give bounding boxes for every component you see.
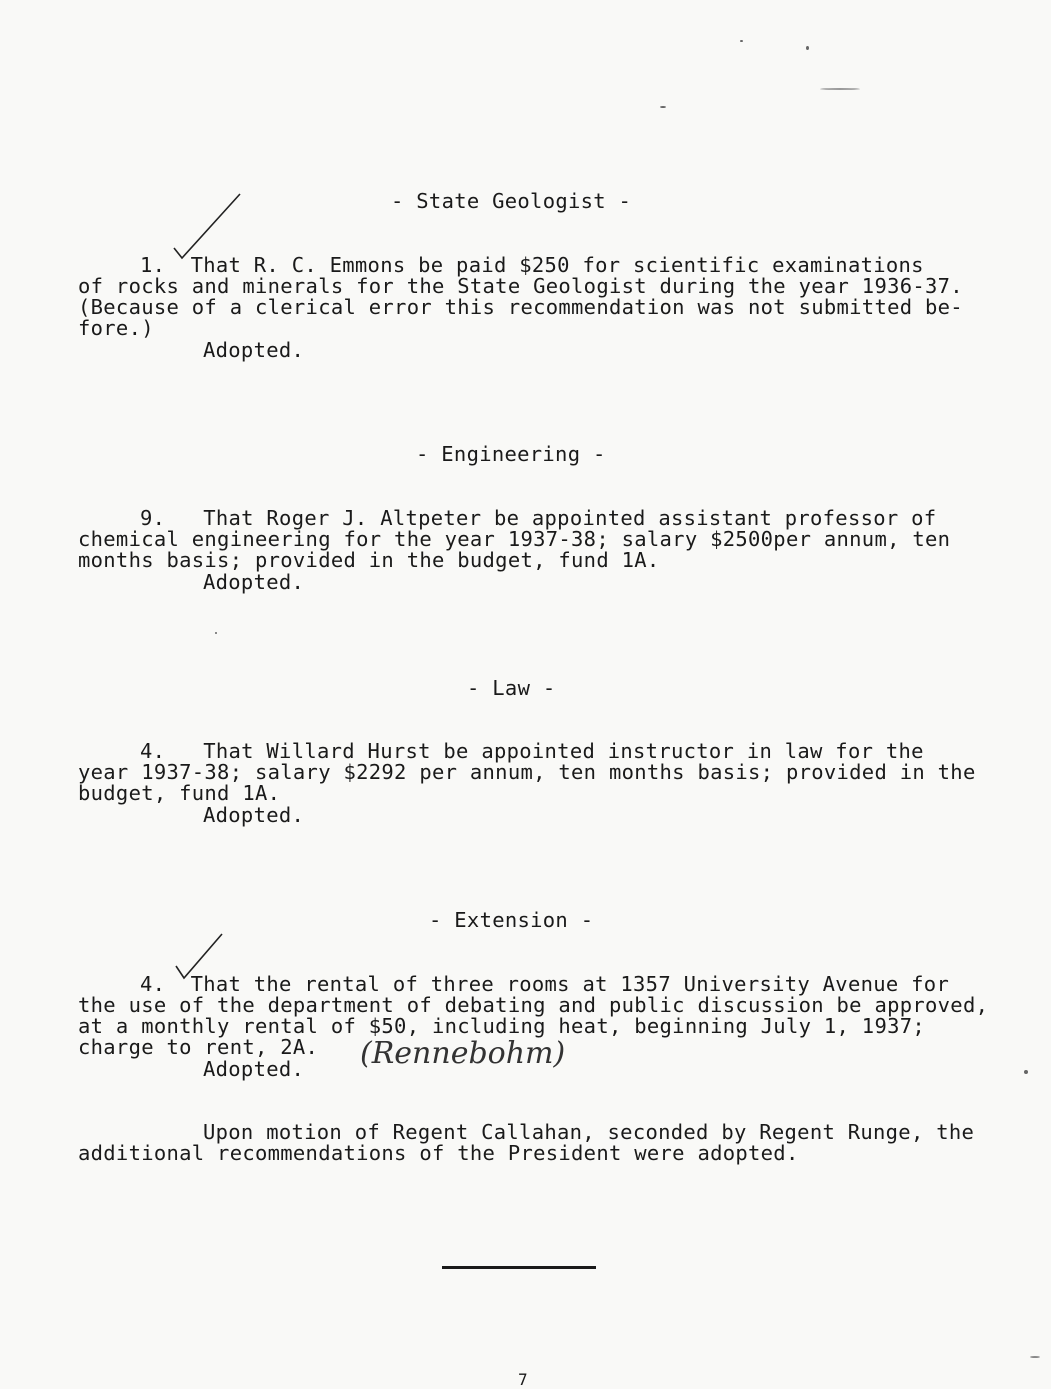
scan-speck [820,88,860,90]
section-heading-engineering: - Engineering - [416,442,606,466]
adopted-status: Adopted. [203,803,305,827]
paragraph-line: months basis; provided in the budget, fund 1A. [78,548,660,572]
paragraph-line: fore.) [78,316,154,340]
paragraph-line: chemical engineering for the year 1937-38; salary $2500per annum, ten [78,527,951,551]
scan-speck [660,106,666,108]
end-rule [442,1266,596,1269]
scan-speck [215,632,217,634]
scan-speck [1024,1070,1028,1074]
handwritten-note: (Rennebohm) [360,1036,566,1071]
adopted-status: Adopted. [203,338,305,362]
scan-speck [1030,1356,1040,1358]
section-heading-state-geologist: - State Geologist - [391,189,632,213]
paragraph-line: the use of the department of debating and public discussion be approved, [78,993,989,1017]
paragraph-line: 4. That Willard Hurst be appointed instructor in law for the [140,739,924,763]
scan-speck [806,46,809,50]
closing-line: additional recommendations of the President were adopted. [78,1141,799,1165]
page-number: 7 [518,1370,528,1389]
paragraph-line: 4. That the rental of three rooms at 1357 University Avenue for [140,972,950,996]
paragraph-line: budget, fund 1A. [78,781,281,805]
paragraph-line: (Because of a clerical error this recommendation was not submitted be- [78,295,963,319]
paragraph-line: of rocks and minerals for the State Geologist during the year 1936-37. [78,274,963,298]
section-heading-law: - Law - [467,676,556,700]
adopted-status: Adopted. [203,1057,305,1081]
paragraph-line: charge to rent, 2A. [78,1035,319,1059]
paragraph-line: year 1937-38; salary $2292 per annum, ten months basis; provided in the [78,760,976,784]
scan-speck [740,40,743,42]
paragraph-line: 9. That Roger J. Altpeter be appointed assistant professor of [140,506,937,530]
adopted-status: Adopted. [203,570,305,594]
section-heading-extension: - Extension - [429,908,594,932]
closing-line: Upon motion of Regent Callahan, seconded by Regent Runge, the [203,1120,975,1144]
paragraph-line: at a monthly rental of $50, including heat, beginning July 1, 1937; [78,1014,926,1038]
paragraph-line: 1. That R. C. Emmons be paid $250 for scientific examinations [140,253,924,277]
